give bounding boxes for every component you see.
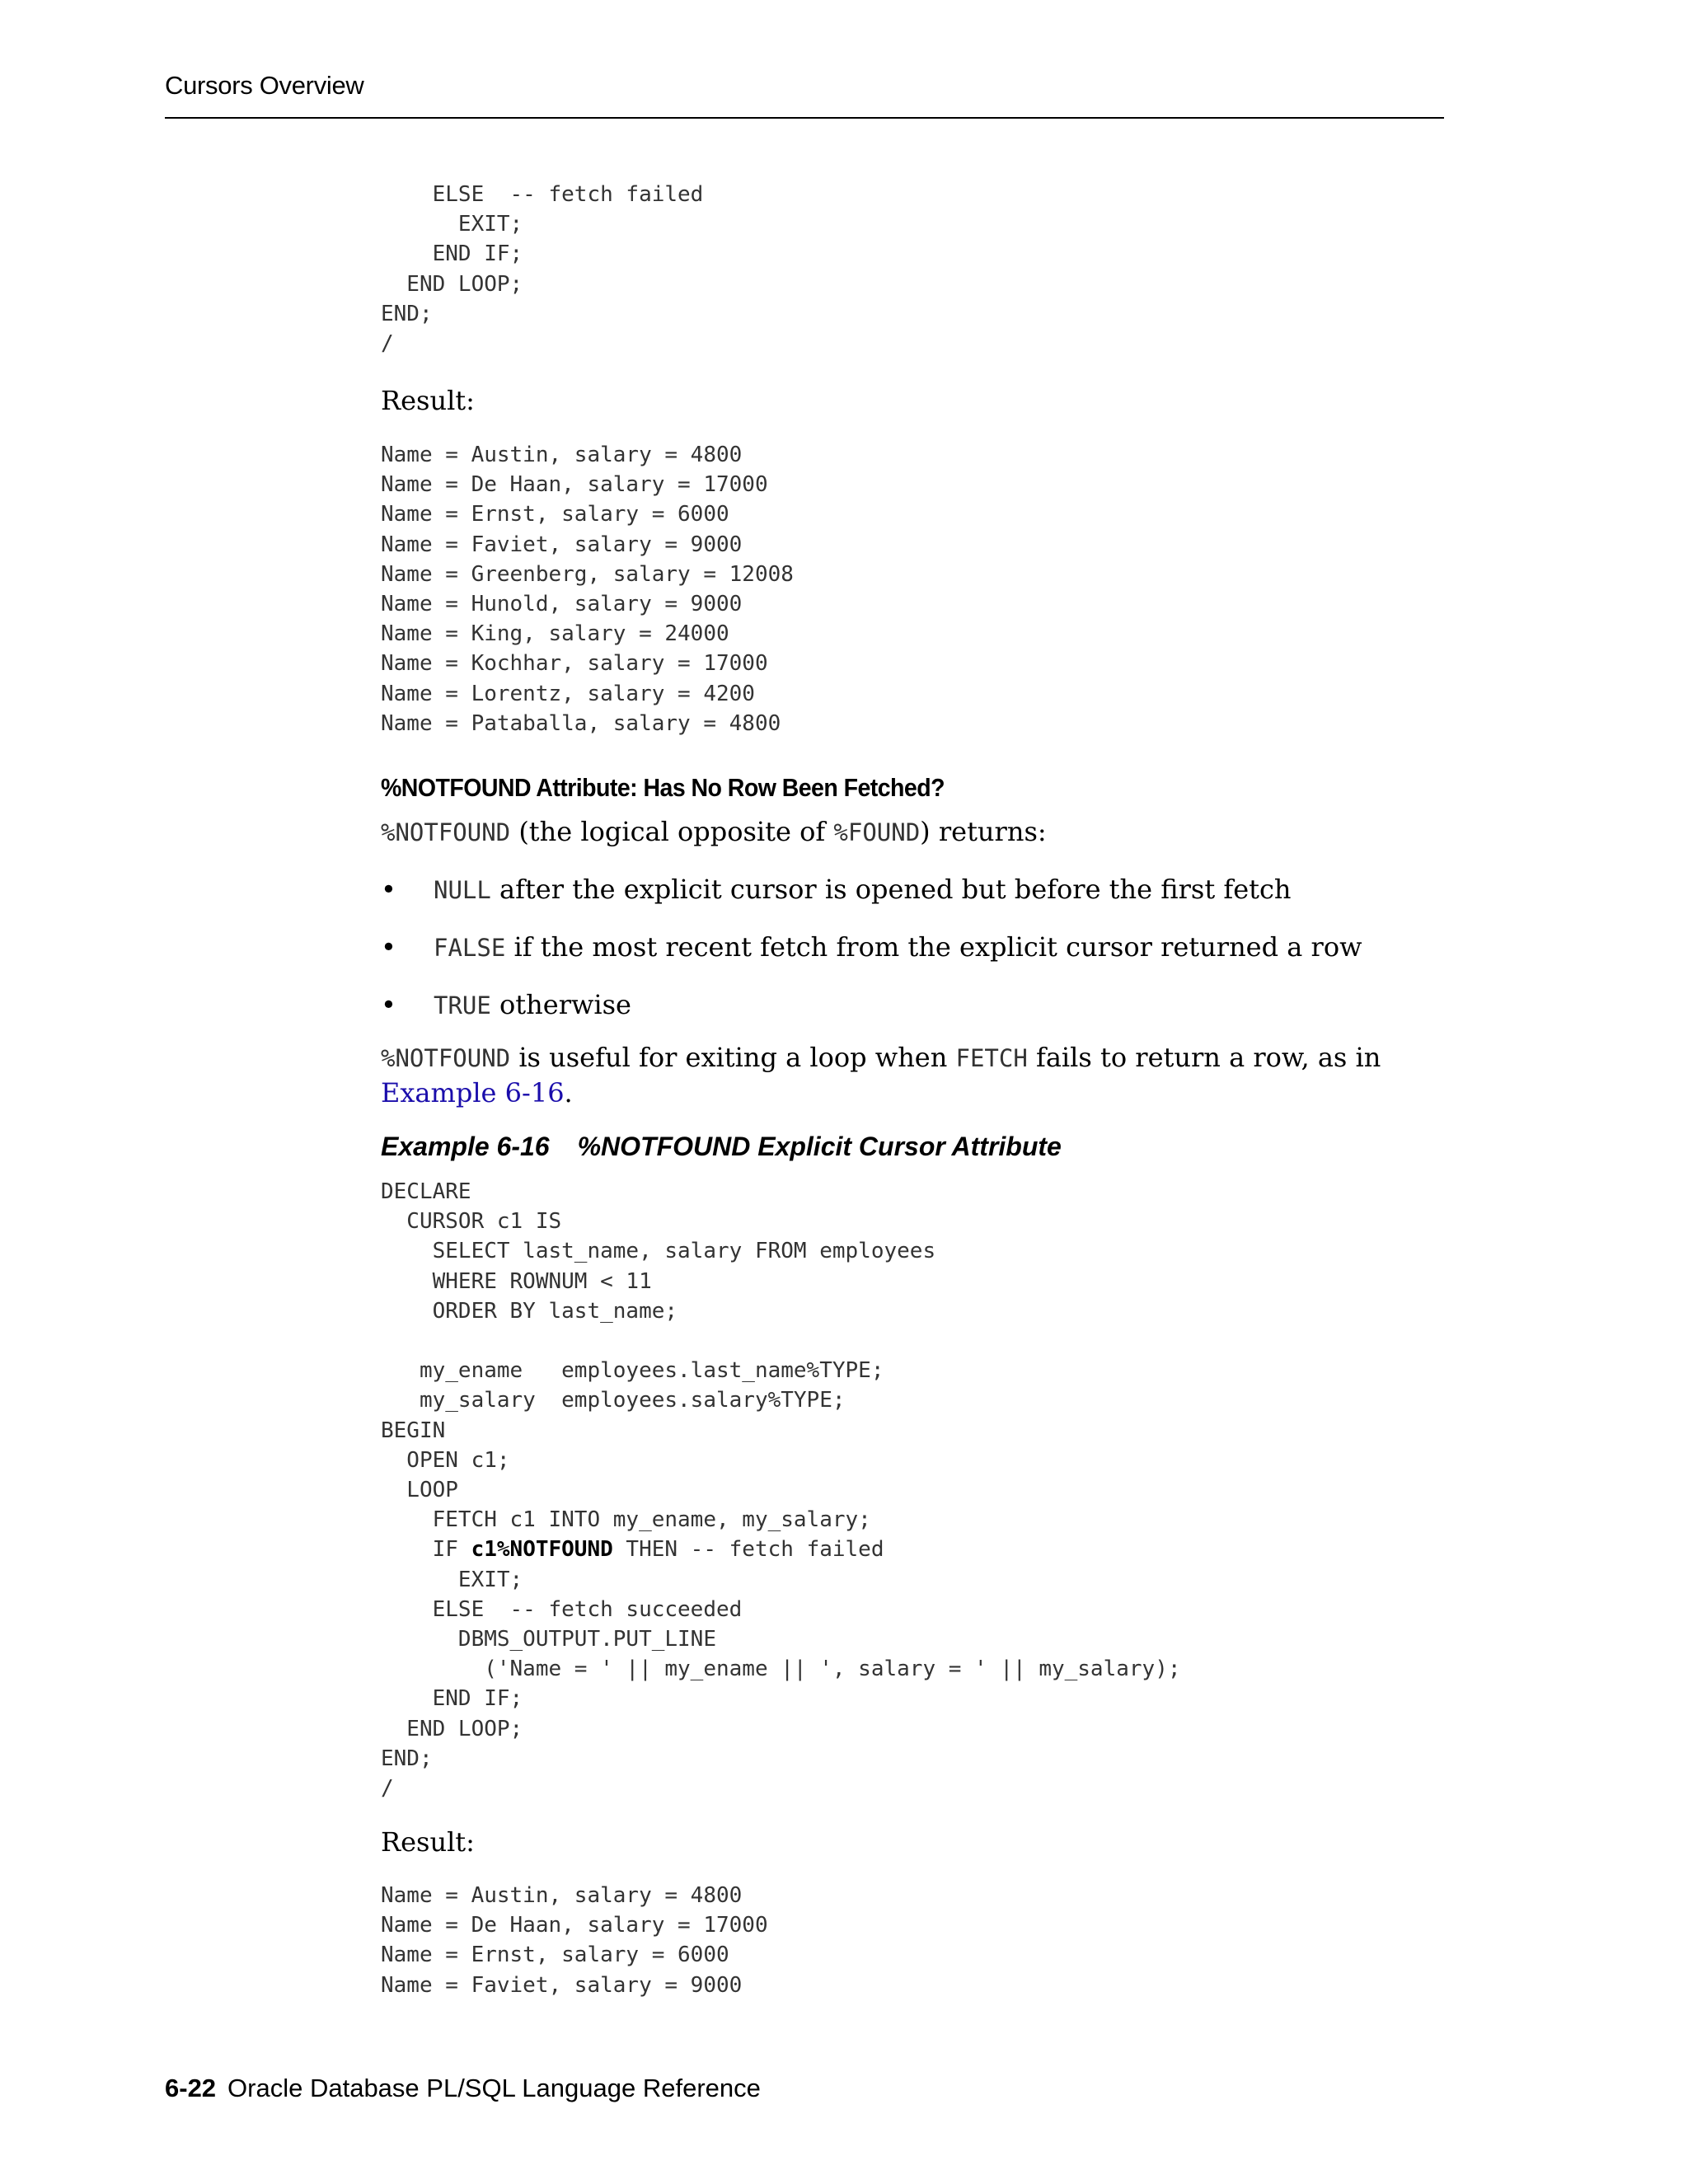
bullet-dot: •: [381, 931, 396, 963]
bullet-code: TRUE: [434, 991, 491, 1019]
section-heading: %NOTFOUND Attribute: Has No Row Been Fetched?: [381, 773, 945, 802]
bullet-dot: •: [381, 874, 396, 905]
example-code-part-2: THEN -- fetch failed EXIT; ELSE -- fetch succeeded DBMS_OUTPUT.PUT_LINE ('Name = ' || my_ename || ', salary = ' || my_salary); END IF; END LOOP; END; /: [381, 1537, 1181, 1802]
bullet-desc: otherwise: [490, 989, 631, 1020]
intro-paragraph: [381, 814, 1047, 850]
example-code-block: [381, 1177, 1181, 1803]
useful-text-1: is useful for exiting a loop when: [510, 1042, 956, 1073]
bullet-text: [434, 931, 1362, 963]
result-output-2: Name = Austin, salary = 4800 Name = De Haan, salary = 17000 Name = Ernst, salary = 6000 Name = Faviet, salary = 9000: [381, 1883, 768, 1998]
intro-text-2: ) returns:: [920, 816, 1047, 847]
footer-page-number: 6-22: [165, 2074, 217, 2102]
example-name: %NOTFOUND Explicit Cursor Attribute: [577, 1132, 1062, 1161]
intro-code-notfound: %NOTFOUND: [381, 818, 511, 846]
bullet-text: [434, 874, 1292, 905]
footer-book-title: Oracle Database PL/SQL Language Reference: [227, 2074, 761, 2102]
useful-paragraph: [381, 1040, 1381, 1110]
intro-code-found: %FOUND: [833, 818, 921, 846]
bullet-code: NULL: [434, 876, 491, 904]
running-header-title: Cursors Overview: [165, 71, 364, 100]
code-block-top: ELSE -- fetch failed EXIT; END IF; END LOOP; END; /: [381, 182, 704, 357]
header-rule: [165, 117, 1444, 119]
bullet-text: [434, 989, 631, 1020]
useful-period: .: [564, 1077, 573, 1108]
bullet-dot: •: [381, 989, 396, 1020]
bullet-desc: after the explicit cursor is opened but before the first fetch: [490, 874, 1292, 905]
intro-text-1: (the logical opposite of: [510, 816, 834, 847]
example-title: [381, 1132, 1062, 1162]
useful-code-notfound: %NOTFOUND: [381, 1044, 511, 1072]
result-output-1: Name = Austin, salary = 4800 Name = De Haan, salary = 17000 Name = Ernst, salary = 6000 Name = Faviet, salary = 9000 Name = Greenberg, salary = 12008 Name = Hunold, salary = 9000 Name = King, salary = 24000 Name = Kochhar, salary = 17000 Name = Lorentz, salary = 4200 Name = Pataballa, salary = 4800: [381, 443, 794, 736]
page-footer: [165, 2074, 761, 2103]
result-label-2: Result:: [381, 1826, 475, 1858]
example-code-part-1: DECLARE CURSOR c1 IS SELECT last_name, salary FROM employees WHERE ROWNUM < 11 ORDER BY last_name; my_ename employees.last_name%TYPE; my_salary employees.salary%TYPE; BEGIN OPEN c1; LOOP FETCH c1 INTO my_ename, my_salary; IF: [381, 1179, 936, 1563]
bullet-desc: if the most recent fetch from the explicit cursor returned a row: [505, 931, 1362, 963]
result-label-1: Result:: [381, 385, 475, 416]
useful-code-fetch: FETCH: [955, 1044, 1028, 1072]
example-number: Example 6-16: [381, 1132, 550, 1161]
example-6-16-link[interactable]: Example 6-16: [381, 1077, 565, 1108]
useful-text-2: fails to return a row, as in: [1027, 1042, 1381, 1073]
example-code-bold: c1%NOTFOUND: [471, 1537, 613, 1563]
bullet-code: FALSE: [434, 934, 506, 962]
